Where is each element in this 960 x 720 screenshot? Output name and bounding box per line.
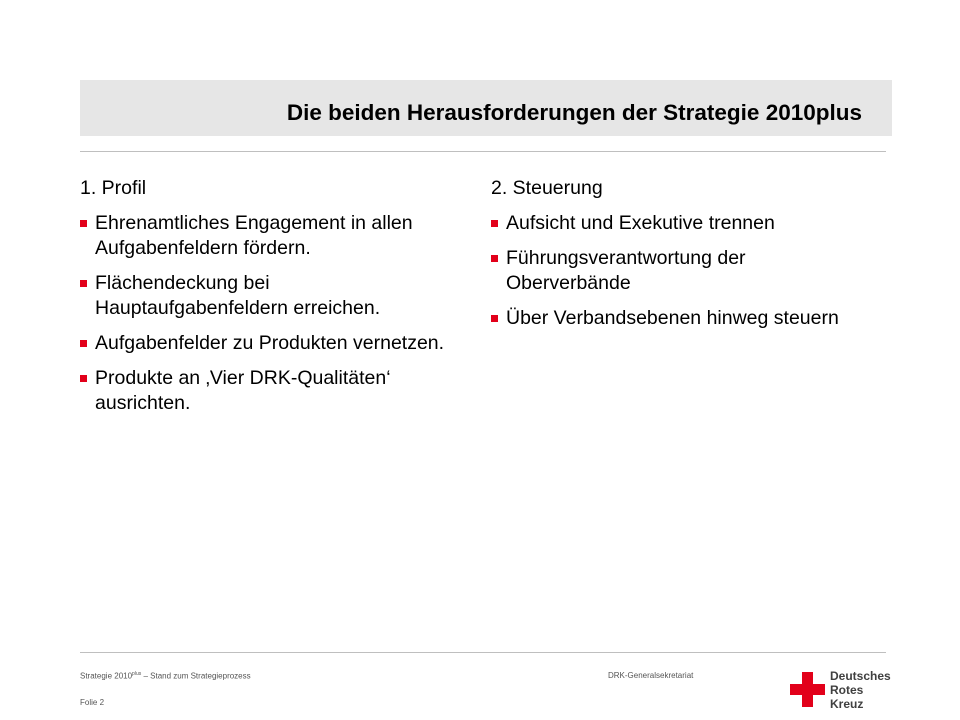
slide-title: Die beiden Herausforderungen der Strategie 2010plus: [286, 100, 862, 125]
list-item-text: Flächendeckung bei Hauptaufgabenfeldern erreichen.: [95, 272, 381, 319]
red-cross-icon: [790, 672, 825, 707]
list-item: [491, 211, 871, 236]
list-item-text: Aufgabenfelder zu Produkten vernetzen.: [95, 332, 445, 354]
square-bullet-icon: [80, 375, 87, 382]
column-heading: 2. Steuerung: [491, 177, 603, 199]
logo-line: Deutsches: [830, 669, 891, 683]
list-item: [80, 271, 460, 321]
page-number: Folie 2: [80, 698, 105, 707]
bullet-list: [80, 211, 460, 416]
square-bullet-icon: [491, 315, 498, 322]
list-item-text: Produkte an ‚Vier DRK-Qualitäten‘ ausrichten.: [95, 367, 391, 414]
drk-logo: [790, 667, 920, 715]
list-item: [80, 211, 460, 261]
title-divider: [80, 151, 886, 152]
list-item: [80, 331, 460, 356]
logo-line: Rotes: [830, 683, 864, 697]
list-item: [491, 306, 871, 331]
column-steuerung: [491, 176, 871, 341]
bullet-list: [491, 211, 871, 331]
list-item-text: Aufsicht und Exekutive trennen: [506, 212, 775, 234]
square-bullet-icon: [80, 340, 87, 347]
footer-organization: DRK-Generalsekretariat: [608, 671, 694, 680]
footer-divider: [80, 652, 886, 653]
footer-caption-prefix: Strategie 2010: [80, 671, 133, 681]
list-item-text: Ehrenamtliches Engagement in allen Aufgabenfeldern fördern.: [95, 212, 413, 259]
title-bar: [80, 80, 892, 136]
square-bullet-icon: [80, 280, 87, 287]
square-bullet-icon: [491, 220, 498, 227]
square-bullet-icon: [80, 220, 87, 227]
list-item-text: Führungsverantwortung der Oberverbände: [506, 247, 746, 294]
footer-caption: [80, 671, 251, 681]
square-bullet-icon: [491, 255, 498, 262]
logo-line: Kreuz: [830, 697, 864, 711]
footer-caption-superscript: plus: [132, 671, 142, 677]
column-profil: [80, 176, 460, 426]
footer-caption-suffix: – Stand zum Strategieprozess: [141, 671, 251, 681]
list-item-text: Über Verbandsebenen hinweg steuern: [506, 307, 839, 329]
logo-wordmark: [830, 669, 891, 711]
list-item: [80, 366, 460, 416]
column-heading: 1. Profil: [80, 177, 147, 199]
list-item: [491, 246, 871, 296]
